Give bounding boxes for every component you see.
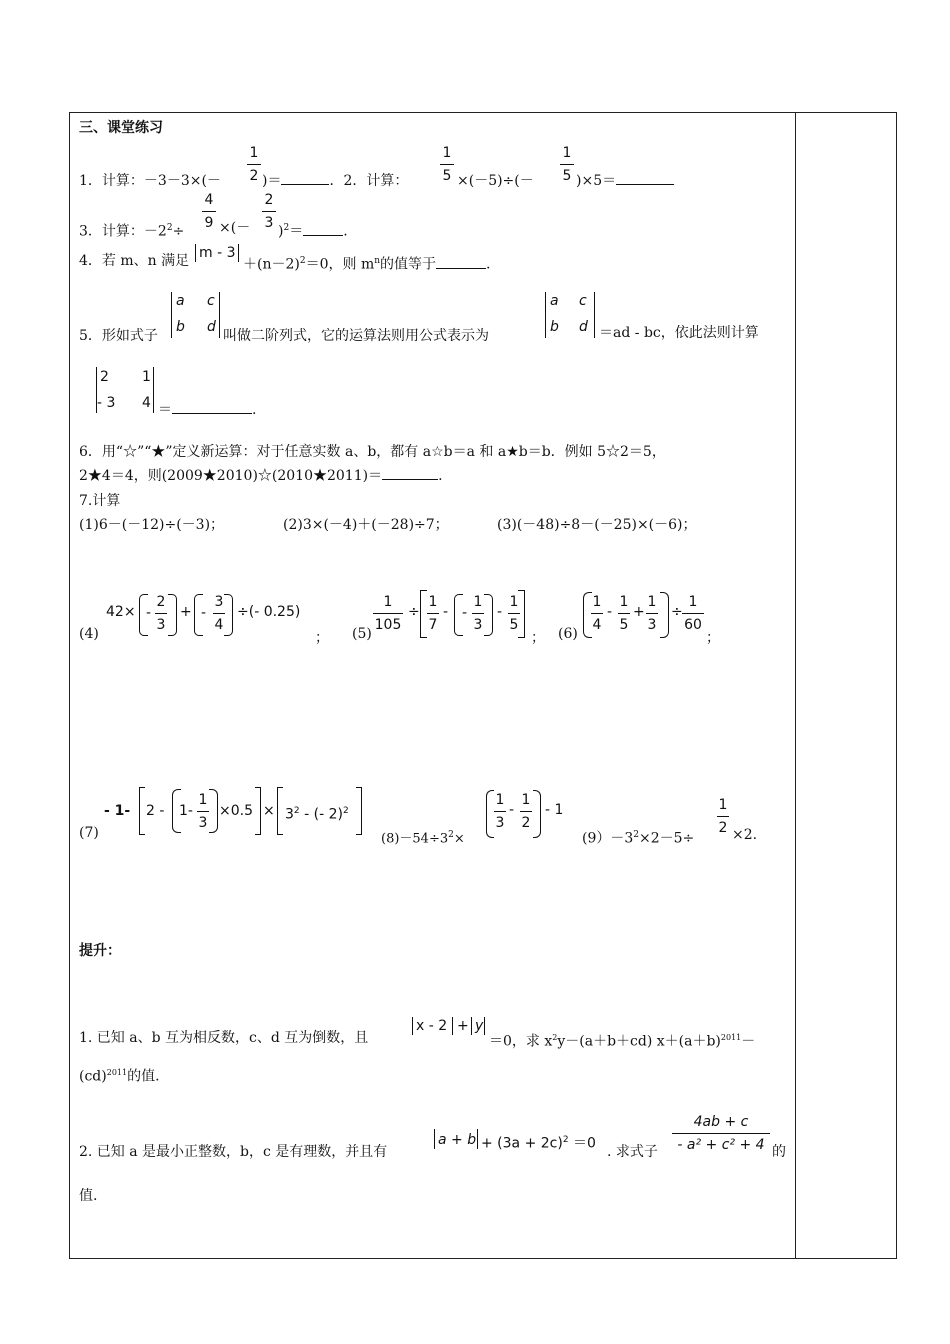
q7-part3: (3)(－48)÷8－(－25)×(－6)；	[497, 517, 697, 533]
p4-label: (4)	[79, 626, 99, 642]
q1-answer-blank[interactable]	[281, 172, 329, 185]
q2-fraction-1: 1 5	[440, 143, 454, 186]
q3-text-c: ×(－	[219, 220, 251, 236]
q4-sup-n: n	[374, 256, 381, 266]
q5-text-c: ＝ad - bc，依此法则计算	[599, 325, 759, 341]
q3-fraction-1: 4 9	[202, 190, 216, 233]
q6-answer-blank[interactable]	[382, 467, 438, 480]
q5-text-a: 5．形如式子	[79, 328, 158, 344]
q1-fraction-1: 1 2	[247, 143, 261, 186]
q3-text-a: 3．计算：－2	[79, 223, 167, 240]
p9-fraction: 1 2	[718, 797, 728, 836]
p6-fraction-4: 1 60	[682, 592, 704, 635]
p5-fraction-0: 1 105	[374, 594, 402, 633]
section-title: 三、课堂练习	[79, 120, 163, 136]
q5-answer-blank[interactable]	[172, 401, 252, 414]
p8-fraction-1: 1 3	[495, 792, 505, 831]
p6-fraction-2: 1 5	[619, 594, 629, 633]
q6-end: .	[438, 468, 443, 484]
q2-answer-blank[interactable]	[616, 172, 674, 185]
column-divider	[795, 112, 796, 1259]
q5-text-b: 叫做二阶列式，它的运算法则用公式表示为	[223, 328, 489, 344]
p9-text-b: ×2.	[732, 827, 758, 843]
q4-answer-blank[interactable]	[436, 256, 486, 269]
q3-text-f: ＝	[289, 223, 304, 240]
lift-q1-e: (cd)	[79, 1068, 107, 1085]
lift-q2-a: 2. 已知 a 是最小正整数，b，c 是有理数，并且有	[79, 1144, 388, 1160]
p5-fraction-2: 1 3	[473, 594, 483, 633]
p5-fraction-1: 1 7	[428, 594, 438, 633]
p4-fraction-1: 2 3	[156, 594, 166, 633]
q4-sup: 2	[299, 256, 306, 266]
q3-sup: 2	[166, 223, 173, 233]
q3-text-b: ÷	[172, 223, 185, 240]
q4-abs: m - 3	[199, 245, 236, 261]
q4-text-e: .	[486, 256, 491, 273]
q5-eq: ＝	[158, 402, 172, 418]
q3-text-g: .	[343, 223, 348, 240]
q6-line1: 6．用“☆”“★”定义新运算：对于任意实数 a、b，都有 a☆b＝a 和 a★b＝b．例如 5☆2＝5，	[79, 444, 666, 460]
lift-q1-f: 的值.	[127, 1068, 160, 1085]
lift-q2-d: . 求式子	[607, 1144, 658, 1160]
p9-label: (9）－3	[582, 830, 634, 847]
p5-fraction-3: 1 5	[509, 594, 519, 633]
q1-text-c: ．2．计算：	[329, 173, 409, 189]
p4-fraction-2: 3 4	[214, 594, 224, 633]
q7-title: 7.计算	[79, 493, 121, 509]
q1-text-a: 1．计算：－3－3×(－	[79, 173, 221, 189]
p8-fraction-2: 1 2	[521, 792, 531, 831]
q3-sup-2: 2	[283, 223, 290, 233]
q1-text-b: )＝	[262, 173, 282, 189]
p6-label: (6)	[558, 626, 578, 642]
q7-part1: (1)6－(－12)÷(－3)；	[79, 517, 225, 533]
q4-text-d: 的值等于	[380, 256, 437, 273]
lift-q2-e: 的	[772, 1144, 786, 1160]
lift-q1-a: 1. 已知 a、b 互为相反数，c、d 互为倒数，且	[79, 1030, 369, 1046]
lift-q1-c: y－(a＋b＋cd) x＋(a＋b)	[557, 1033, 721, 1050]
q3-answer-blank[interactable]	[303, 223, 343, 236]
lift-q1-b: ＝0，求 x	[489, 1033, 553, 1050]
q4-text-b: ＋(n－2)	[243, 256, 300, 273]
worksheet-frame	[69, 112, 897, 1259]
p5-label: (5)	[352, 626, 372, 642]
p6-fraction-3: 1 3	[647, 594, 657, 633]
p7-fraction: 1 3	[198, 792, 208, 831]
q5-end: .	[252, 402, 257, 418]
q2-fraction-2: 1 5	[560, 143, 574, 186]
q3-fraction-2: 2 3	[262, 190, 276, 233]
p4-text-a: 42×	[106, 604, 136, 620]
q4-text-a: 4．若 m、n 满足	[79, 253, 190, 269]
q4-text-c: ＝0，则 m	[305, 256, 375, 273]
p8-label: (8)－54÷3	[381, 831, 449, 847]
q6-line2: 2★4＝4，则(2009★2010)☆(2010★2011)＝	[79, 468, 383, 484]
p6-fraction-1: 1 4	[592, 594, 602, 633]
q2-text-e: )×5＝	[576, 173, 617, 189]
q7-part2: (2)3×(－4)＋(－28)÷7；	[283, 517, 449, 533]
lift-q2-fraction: 4ab + c - a² + c² + 4	[672, 1112, 770, 1155]
q2-text-d: ×(－5)÷(－	[457, 173, 534, 189]
p7-label: (7)	[79, 825, 99, 841]
lift-q2-f: 值.	[79, 1188, 98, 1204]
q3-text-d: )	[278, 223, 284, 240]
p4-text-c: ÷(- 0.25)	[237, 604, 301, 620]
lift-title: 提升：	[79, 943, 121, 959]
